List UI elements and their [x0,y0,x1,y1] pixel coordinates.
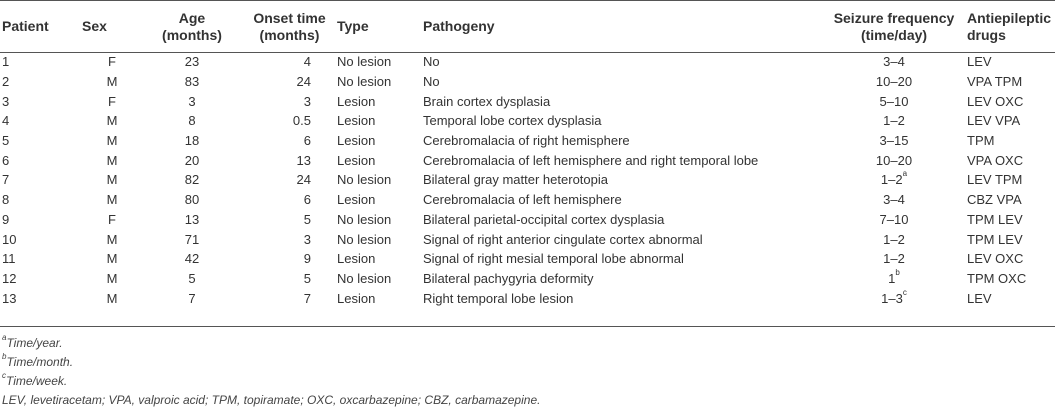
cell-sex [82,131,142,151]
cell-pathogeny [423,170,821,190]
cell-type [337,72,423,92]
cell-onset [242,131,337,151]
cell-age [142,131,242,151]
cell-onset [242,190,337,210]
footnote-b-mark: b [2,352,7,361]
cell-drugs-text: TPM LEV [967,211,1023,227]
cell-onset-text: 3 [303,231,311,247]
cell-onset-text: 9 [303,251,311,267]
cell-age [142,288,242,308]
cell-pathogeny-text: Cerebromalacia of left hemisphere [423,192,622,208]
cell-seizure-text: 1 [888,270,896,286]
cell-sex [82,91,142,111]
cell-drugs [967,170,1055,190]
cell-drugs [967,52,1055,72]
table-body [0,52,1055,308]
cell-onset [242,52,337,72]
cell-seizure [821,170,967,190]
table-row [0,52,1055,72]
cell-onset [242,91,337,111]
cell-pathogeny [423,72,821,92]
cell-seizure-text: 1–2 [883,113,905,129]
cell-type [337,210,423,230]
cell-seizure-text: 10–20 [875,74,913,90]
cell-pathogeny-text: No [423,74,440,90]
cell-sex [82,111,142,131]
table-row [0,190,1055,210]
cell-onset [242,249,337,269]
cell-seizure [821,150,967,170]
cell-onset-text: 3 [303,93,311,109]
cell-seizure-text: 7–10 [879,211,909,227]
footnote-a [2,334,1052,353]
cell-pathogeny [423,249,821,269]
header-seizure-line1: Seizure frequency [833,9,955,26]
cell-age-text: 8 [188,113,196,129]
cell-patient-text: 13 [2,290,17,306]
footnote-abbreviations: LEV, levetiracetam; VPA, valproic acid; TPM, topiramate; OXC, oxcarbazepine; CBZ, carbamazepine. [2,393,541,407]
cell-pathogeny-text: Temporal lobe cortex dysplasia [423,113,602,129]
table-row [0,150,1055,170]
cell-onset-text: 0.5 [292,113,311,129]
cell-seizure-text: 1–2 [880,172,903,188]
cell-sex [82,170,142,190]
cell-seizure [821,131,967,151]
cell-patient [0,249,82,269]
cell-sex-text: M [106,172,118,188]
table-row [0,249,1055,269]
cell-patient-text: 12 [2,270,17,286]
cell-patient [0,190,82,210]
cell-type [337,111,423,131]
cell-onset [242,111,337,131]
cell-age [142,190,242,210]
cell-drugs-text: CBZ VPA [967,192,1022,208]
cell-seizure [821,72,967,92]
cell-patient [0,91,82,111]
cell-age [142,269,242,289]
cell-sex-text: M [106,113,118,129]
cell-drugs-text: VPA TPM [967,74,1023,90]
cell-patient-text: 3 [2,93,10,109]
cell-drugs-text: TPM OXC [967,270,1027,286]
cell-type-text: No lesion [337,54,392,70]
cell-sex-text: M [106,251,118,267]
cell-sex [82,190,142,210]
cell-age [142,52,242,72]
table-row [0,170,1055,190]
cell-sex [82,52,142,72]
cell-onset-text: 24 [296,172,311,188]
cell-pathogeny-text: Cerebromalacia of left hemisphere and right temporal lobe [423,152,759,168]
cell-age-text: 3 [188,93,196,109]
footnote-a-text: Time/year. [6,336,63,350]
cell-age [142,229,242,249]
cell-onset [242,72,337,92]
cell-type-text: No lesion [337,270,392,286]
header-patient: Patient [2,18,49,34]
cell-age-text: 42 [184,251,200,267]
cell-seizure-text: 5–10 [879,93,909,109]
cell-sex-text: F [108,93,116,109]
cell-pathogeny [423,52,821,72]
cell-age [142,210,242,230]
cell-patient-text: 2 [2,74,10,90]
cell-type-text: Lesion [337,290,376,306]
cell-onset-text: 5 [303,270,311,286]
cell-onset-text: 13 [296,152,311,168]
cell-patient-text: 8 [2,192,10,208]
header-age [142,1,242,52]
cell-drugs [967,249,1055,269]
cell-pathogeny-text: Bilateral gray matter heterotopia [423,172,608,188]
cell-age-text: 71 [184,231,200,247]
cell-drugs-text: LEV VPA [967,113,1021,129]
footnote-c-mark: c [2,371,6,380]
cell-onset [242,269,337,289]
bottom-rule [0,326,1055,327]
cell-drugs [967,210,1055,230]
cell-sex-text: M [106,152,118,168]
cell-sex-text: F [108,211,116,227]
header-onset-line2: (months) [259,26,320,43]
cell-onset-text: 5 [303,211,311,227]
cell-type-text: Lesion [337,152,376,168]
cell-age [142,111,242,131]
header-age-line2: (months) [162,26,222,43]
header-onset [242,1,337,52]
cell-onset-text: 24 [296,74,311,90]
cell-patient [0,170,82,190]
cell-drugs-text: TPM [967,133,995,149]
cell-pathogeny [423,91,821,111]
cell-drugs [967,91,1055,111]
cell-pathogeny [423,150,821,170]
cell-pathogeny [423,288,821,308]
cell-onset-text: 4 [303,54,311,70]
table-row [0,288,1055,308]
cell-type-text: Lesion [337,113,376,129]
cell-patient [0,72,82,92]
cell-pathogeny-text: Signal of right mesial temporal lobe abnormal [423,251,684,267]
cell-seizure-text: 3–4 [883,192,905,208]
cell-onset [242,288,337,308]
cell-age-text: 18 [184,133,200,149]
cell-onset-text: 7 [303,290,311,306]
cell-patient [0,288,82,308]
cell-pathogeny-text: Cerebromalacia of right hemisphere [423,133,630,149]
cell-type [337,150,423,170]
cell-type [337,269,423,289]
header-drugs [967,1,1055,52]
cell-seizure [821,52,967,72]
cell-pathogeny-text: Brain cortex dysplasia [423,93,551,109]
cell-patient-text: 9 [2,211,10,227]
cell-type [337,229,423,249]
cell-seizure [821,91,967,111]
cell-sex [82,249,142,269]
seizure-footnote-mark: c [902,287,907,297]
cell-age [142,249,242,269]
cell-drugs-text: LEV OXC [967,251,1024,267]
header-drugs-line2: drugs [967,26,1006,43]
cell-pathogeny [423,229,821,249]
cell-type [337,190,423,210]
cell-seizure [821,288,967,308]
cell-patient [0,150,82,170]
table-row [0,131,1055,151]
patient-table [0,1,1055,308]
table-row [0,91,1055,111]
cell-pathogeny-text: Bilateral parietal-occipital cortex dysplasia [423,211,665,227]
table-row [0,111,1055,131]
cell-pathogeny-text: No [423,54,440,70]
cell-type [337,288,423,308]
cell-patient [0,229,82,249]
cell-sex [82,269,142,289]
cell-seizure-text: 3–15 [879,133,909,149]
cell-pathogeny [423,269,821,289]
cell-type-text: Lesion [337,133,376,149]
table-row [0,72,1055,92]
cell-drugs [967,269,1055,289]
cell-onset [242,150,337,170]
cell-onset [242,210,337,230]
header-drugs-line1: Antiepileptic [967,9,1052,26]
header-seizure [821,1,967,52]
cell-sex [82,72,142,92]
cell-drugs [967,72,1055,92]
cell-patient [0,210,82,230]
cell-pathogeny [423,190,821,210]
footnote-a-mark: a [2,333,7,342]
cell-age [142,72,242,92]
table-row [0,269,1055,289]
cell-pathogeny [423,111,821,131]
cell-seizure [821,229,967,249]
cell-age-text: 7 [188,290,196,306]
cell-seizure [821,210,967,230]
cell-type [337,249,423,269]
cell-type-text: Lesion [337,192,376,208]
cell-patient-text: 10 [2,231,17,247]
cell-sex-text: M [106,290,118,306]
cell-patient [0,111,82,131]
cell-sex-text: M [106,192,118,208]
cell-sex [82,210,142,230]
cell-patient-text: 4 [2,113,10,129]
cell-onset [242,170,337,190]
cell-seizure-text: 3–4 [883,54,905,70]
cell-pathogeny-text: Right temporal lobe lesion [423,290,574,306]
cell-onset-text: 6 [303,192,311,208]
cell-onset-text: 6 [303,133,311,149]
cell-drugs [967,229,1055,249]
cell-sex [82,150,142,170]
cell-patient-text: 7 [2,172,10,188]
cell-sex-text: M [106,231,118,247]
cell-drugs-text: LEV OXC [967,93,1024,109]
cell-type [337,170,423,190]
header-seizure-line2: (time/day) [860,26,928,43]
cell-age-text: 20 [184,152,200,168]
cell-seizure [821,111,967,131]
cell-sex-text: M [106,74,118,90]
cell-type-text: Lesion [337,93,376,109]
cell-sex [82,229,142,249]
cell-drugs-text: LEV [967,290,992,306]
cell-age-text: 82 [184,172,200,188]
cell-age-text: 5 [188,270,196,286]
cell-patient [0,269,82,289]
seizure-footnote-mark: a [902,169,908,179]
cell-type-text: No lesion [337,211,392,227]
cell-seizure-text: 1–2 [883,251,905,267]
footnote-c [2,372,1052,391]
cell-sex-text: F [108,54,116,70]
cell-seizure [821,249,967,269]
cell-patient-text: 5 [2,133,10,149]
cell-drugs-text: VPA OXC [967,152,1024,168]
header-pathogeny: Pathogeny [423,18,495,34]
cell-seizure-text: 1–3 [881,290,903,306]
cell-age-text: 80 [184,192,200,208]
cell-drugs [967,111,1055,131]
cell-drugs-text: TPM LEV [967,231,1023,247]
cell-seizure [821,190,967,210]
cell-age-text: 83 [184,74,200,90]
cell-pathogeny-text: Bilateral pachygyria deformity [423,270,594,286]
header-age-line1: Age [178,9,206,26]
cell-pathogeny [423,131,821,151]
cell-sex [82,288,142,308]
cell-age-text: 23 [184,54,200,70]
footnote-b [2,353,1052,372]
seizure-footnote-mark: b [895,267,900,277]
cell-patient-text: 6 [2,152,10,168]
footnotes [2,334,1052,410]
cell-patient-text: 11 [2,251,16,267]
cell-age-text: 13 [184,211,200,227]
header-type: Type [337,18,369,34]
cell-seizure-text: 10–20 [875,152,913,168]
cell-type-text: Lesion [337,251,376,267]
table-row [0,210,1055,230]
cell-patient [0,52,82,72]
cell-onset [242,229,337,249]
cell-drugs-text: LEV [967,54,992,70]
header-row [0,1,1055,52]
cell-drugs [967,288,1055,308]
cell-type [337,131,423,151]
cell-type [337,91,423,111]
cell-type-text: No lesion [337,231,392,247]
cell-sex-text: M [106,133,118,149]
footnote-b-text: Time/month. [6,355,74,369]
footnote-c-text: Time/week. [6,374,68,388]
cell-type [337,52,423,72]
cell-drugs [967,150,1055,170]
cell-pathogeny [423,210,821,230]
cell-type-text: No lesion [337,74,392,90]
cell-seizure [821,269,967,289]
cell-age [142,170,242,190]
cell-drugs [967,131,1055,151]
cell-drugs [967,190,1055,210]
header-sex: Sex [82,18,107,34]
cell-age [142,91,242,111]
table-row [0,229,1055,249]
cell-type-text: No lesion [337,172,392,188]
cell-patient [0,131,82,151]
cell-sex-text: M [106,270,118,286]
cell-drugs-text: LEV TPM [967,172,1023,188]
cell-patient-text: 1 [2,54,10,70]
header-onset-line1: Onset time [253,9,326,26]
cell-pathogeny-text: Signal of right anterior cingulate cortex abnormal [423,231,703,247]
cell-age [142,150,242,170]
cell-seizure-text: 1–2 [883,231,905,247]
